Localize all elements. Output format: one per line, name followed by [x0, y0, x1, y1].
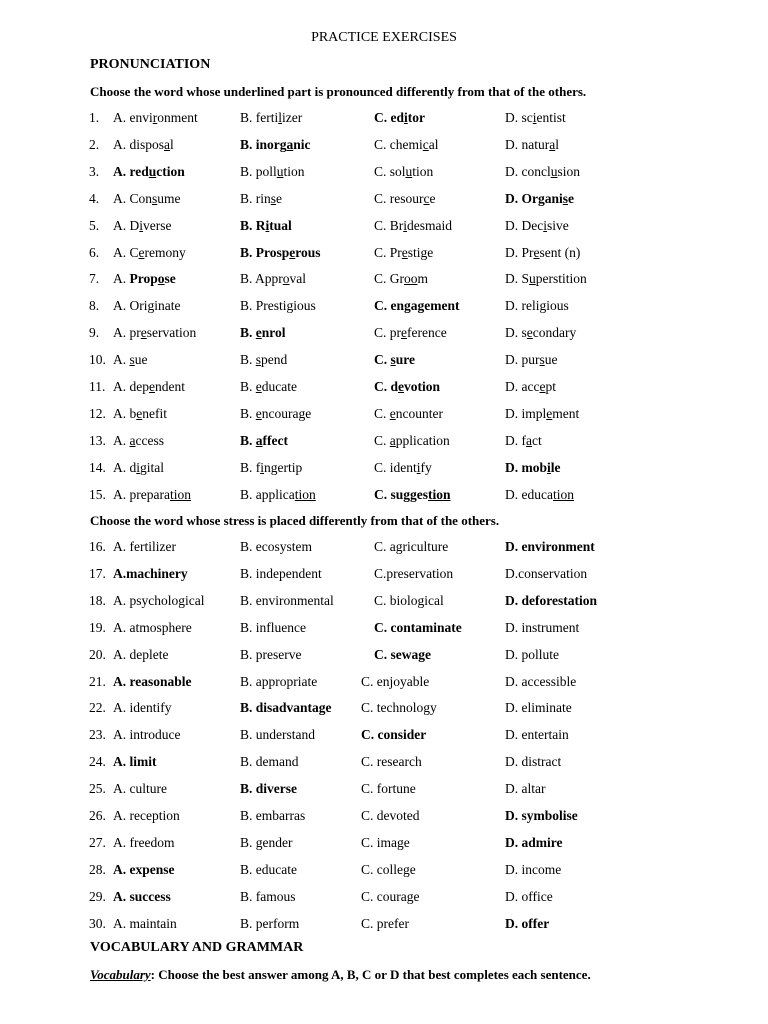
- option-d: D. office: [505, 888, 553, 904]
- vocab-label: Vocabulary: [90, 967, 151, 982]
- question-number: 17.: [89, 565, 106, 581]
- pronunciation-heading: PRONUNCIATION: [90, 57, 211, 72]
- option-d: D. offer: [505, 915, 550, 931]
- option-a: A. psychological: [113, 592, 205, 608]
- option-d: D. altar: [505, 781, 546, 797]
- question-number: 26.: [89, 808, 106, 823]
- option-d: D. education: [505, 486, 574, 502]
- option-b: B. disadvantage: [240, 700, 332, 716]
- underlined-part: e: [140, 325, 147, 341]
- underlined-part: c: [423, 190, 430, 206]
- underlined-part: u: [529, 271, 536, 287]
- option-d: D. environment: [505, 539, 595, 554]
- question-row: [0, 566, 768, 586]
- question-row: [0, 191, 768, 211]
- option-c: C. engagement: [374, 298, 460, 314]
- question-row: [0, 593, 768, 613]
- option-d: D. Organise: [505, 190, 575, 206]
- question-number: 8.: [89, 298, 100, 314]
- underlined-part: s: [562, 190, 569, 206]
- question-row: [0, 245, 768, 265]
- underlined-part: tion: [294, 486, 316, 502]
- question-number: 18.: [89, 592, 106, 608]
- underlined-part: g: [147, 298, 155, 314]
- option-b: B. spend: [240, 352, 288, 368]
- underlined-part: r: [152, 110, 158, 125]
- question-number: 12.: [89, 405, 106, 421]
- question-number: 7.: [89, 271, 100, 287]
- question-number: 10.: [89, 352, 106, 368]
- underlined-part: s: [255, 352, 262, 368]
- option-d: D. pursue: [505, 352, 558, 368]
- question-number: 15.: [89, 486, 106, 502]
- option-c: C. biological: [374, 592, 444, 608]
- option-c: C. prefer: [361, 915, 409, 931]
- option-d: D. pollute: [505, 646, 559, 662]
- question-row: [0, 808, 768, 828]
- question-row: [0, 271, 768, 291]
- underlined-part: l: [278, 110, 283, 125]
- question-row: [0, 674, 768, 694]
- underlined-part: a: [286, 136, 294, 152]
- underlined-part: a: [164, 136, 171, 152]
- underlined-part: tion: [169, 486, 191, 502]
- underlined-part: tion: [552, 486, 574, 502]
- option-c: C. research: [361, 754, 422, 770]
- underlined-part: u: [550, 163, 558, 179]
- option-d: D. mobile: [505, 459, 561, 475]
- option-c: C. contaminate: [374, 619, 462, 635]
- option-c: C. identify: [374, 459, 432, 475]
- option-c: C. devoted: [361, 808, 420, 823]
- option-d: D. accessible: [505, 673, 577, 689]
- question-number: 21.: [89, 673, 106, 689]
- option-b: B. Prosperous: [240, 244, 321, 260]
- option-a: A. access: [113, 432, 164, 448]
- option-a: A. digital: [113, 459, 165, 475]
- question-row: [0, 862, 768, 882]
- question-number: 3.: [89, 163, 100, 179]
- option-d: D. symbolise: [505, 808, 578, 823]
- question-row: [0, 325, 768, 345]
- underlined-part: e: [526, 325, 533, 341]
- underlined-part: s: [539, 352, 545, 368]
- option-b: B. fertilizer: [240, 110, 303, 125]
- underlined-part: e: [255, 325, 262, 341]
- question-row: [0, 110, 768, 130]
- question-number: 27.: [89, 834, 106, 850]
- underlined-part: c: [422, 136, 429, 152]
- underlined-part: a: [389, 432, 396, 448]
- underlined-part: i: [543, 217, 547, 233]
- option-a: A. benefit: [113, 405, 167, 421]
- vocab-instruction-line: [90, 967, 591, 983]
- vocab-grammar-heading: VOCABULARY AND GRAMMAR: [90, 940, 304, 955]
- question-number: 1.: [89, 110, 100, 125]
- option-c: C. Prestige: [374, 244, 434, 260]
- option-c: C. image: [361, 834, 410, 850]
- option-d: D. conclusion: [505, 163, 580, 179]
- option-b: B. perform: [240, 915, 300, 931]
- option-c: C. fortune: [361, 781, 416, 797]
- question-number: 6.: [89, 244, 100, 260]
- option-a: A. deplete: [113, 646, 169, 662]
- option-b: B. understand: [240, 727, 315, 743]
- underlined-part: tion: [428, 486, 451, 502]
- option-a: A. atmosphere: [113, 619, 192, 635]
- option-b: B. demand: [240, 754, 299, 770]
- option-c: C. sewage: [374, 646, 431, 662]
- underlined-part: e: [546, 405, 553, 421]
- question-row: [0, 620, 768, 640]
- question-number: 22.: [89, 700, 106, 716]
- question-row: [0, 164, 768, 184]
- question-row: [0, 298, 768, 318]
- option-b: B. influence: [240, 619, 306, 635]
- underlined-part: s: [390, 352, 396, 368]
- stress-instruction: Choose the word whose stress is placed differently from that of the others.: [90, 513, 500, 528]
- pronunciation-instruction: Choose the word whose underlined part is pronounced differently from that of the others.: [90, 84, 587, 99]
- option-c: C. Groom: [374, 271, 429, 287]
- underlined-part: i: [265, 217, 270, 233]
- option-d: D. eliminate: [505, 700, 572, 716]
- option-a: A. maintain: [113, 915, 177, 931]
- option-c: C. consider: [361, 727, 427, 743]
- option-b: B. encourage: [240, 405, 312, 421]
- option-c: C. devotion: [374, 379, 441, 394]
- option-a: A. Consume: [113, 190, 181, 206]
- option-c: C. college: [361, 861, 416, 877]
- underlined-part: i: [532, 110, 537, 125]
- option-word: Propose: [129, 271, 176, 287]
- question-number: 14.: [89, 459, 106, 475]
- option-b: B. enrol: [240, 325, 286, 341]
- underlined-part: a: [549, 136, 556, 152]
- question-number: 11.: [89, 379, 106, 394]
- underlined-part: g: [404, 298, 411, 314]
- question-row: [0, 406, 768, 426]
- option-a: A. sue: [113, 352, 148, 368]
- page-title: PRACTICE EXERCISES: [311, 30, 457, 45]
- option-b: B. application: [240, 486, 316, 502]
- option-a: A. identify: [113, 700, 172, 716]
- question-number: 5.: [89, 217, 100, 233]
- question-number: 23.: [89, 727, 106, 743]
- vocab-instruction: : Choose the best answer among A, B, C or D that best completes each sentence.: [150, 967, 591, 982]
- option-b: B. Approval: [240, 271, 307, 287]
- option-d: D. implement: [505, 405, 580, 421]
- question-row: [0, 889, 768, 909]
- option-b: B. appropriate: [240, 673, 318, 689]
- option-a: A. reasonable: [113, 673, 192, 689]
- option-d: D. fact: [505, 432, 542, 448]
- question-number: 4.: [89, 190, 100, 206]
- option-c: C. preference: [374, 325, 447, 341]
- underlined-part: e: [289, 244, 296, 260]
- option-d: D. Present (n): [505, 244, 581, 260]
- option-a: A. reception: [113, 808, 180, 823]
- question-row: [0, 754, 768, 774]
- underlined-part: e: [401, 244, 408, 260]
- question-row: [0, 379, 768, 399]
- option-b: B. fingertip: [240, 459, 303, 475]
- option-d: D. entertain: [505, 727, 569, 743]
- underlined-part: e: [255, 379, 262, 394]
- option-a: A. success: [113, 888, 171, 904]
- option-b: B. preserve: [240, 646, 302, 662]
- option-d: D. Decisive: [505, 217, 569, 233]
- option-b: B. rinse: [240, 190, 283, 206]
- question-number: 29.: [89, 888, 106, 904]
- question-number: 25.: [89, 781, 106, 797]
- underlined-part: a: [129, 432, 136, 448]
- question-row: [0, 647, 768, 667]
- option-b: B. educate: [240, 379, 297, 394]
- option-b: B. inorganic: [240, 136, 311, 152]
- option-a: A. freedom: [113, 834, 175, 850]
- underlined-part: e: [398, 379, 405, 394]
- option-c: C. solution: [374, 163, 434, 179]
- underlined-part: o: [282, 271, 290, 287]
- underlined-part: e: [389, 405, 396, 421]
- option-d: D. instrument: [505, 619, 580, 635]
- option-a: A. Originate: [113, 298, 181, 314]
- option-d: D. natural: [505, 136, 560, 152]
- underlined-part: g: [539, 298, 547, 314]
- underlined-part: e: [136, 405, 143, 421]
- question-row: [0, 460, 768, 480]
- underlined-part: oo: [404, 271, 418, 287]
- option-d: D.conservation: [505, 565, 588, 581]
- option-d: D. distract: [505, 754, 562, 770]
- option-b: B. diverse: [240, 781, 297, 797]
- question-number: 19.: [89, 619, 106, 635]
- option-d: D. admire: [505, 834, 563, 850]
- option-a: A.machinery: [113, 565, 188, 581]
- option-a: A. environment: [113, 110, 198, 125]
- option-b: B. environmental: [240, 592, 334, 608]
- option-a: A. reduction: [113, 163, 185, 179]
- underlined-part: i: [404, 110, 408, 125]
- option-c: C. chemical: [374, 136, 439, 152]
- option-a: A. fertilizer: [113, 539, 176, 554]
- underlined-part: i: [403, 217, 408, 233]
- option-c: C. resource: [374, 190, 436, 206]
- option-c: C. encounter: [374, 405, 443, 421]
- option-b: B. gender: [240, 834, 293, 850]
- question-row: [0, 352, 768, 372]
- question-row: [0, 539, 768, 559]
- option-a: A. limit: [113, 754, 157, 770]
- underlined-part: g: [286, 298, 294, 314]
- underlined-part: i: [416, 459, 421, 475]
- option-b: B. ecosystem: [240, 539, 312, 554]
- underlined-part: e: [255, 405, 262, 421]
- underlined-part: e: [539, 379, 546, 394]
- option-a: A. expense: [113, 861, 175, 877]
- option-d: D. scientist: [505, 110, 566, 125]
- option-c: C. technology: [361, 700, 437, 716]
- underlined-part: o: [157, 271, 165, 287]
- underlined-part: s: [270, 190, 277, 206]
- option-c: C. enjoyable: [361, 673, 430, 689]
- underlined-part: s: [129, 352, 135, 368]
- option-d: D. accept: [505, 379, 556, 394]
- option-d: D. deforestation: [505, 592, 597, 608]
- underlined-part: u: [405, 163, 413, 179]
- question-row: [0, 727, 768, 747]
- underlined-part: i: [260, 459, 265, 475]
- underlined-part: e: [149, 379, 155, 394]
- option-c: C. suggestion: [374, 486, 451, 502]
- option-a: A. preservation: [113, 325, 197, 341]
- underlined-part: i: [136, 459, 141, 475]
- option-b: B. famous: [240, 888, 296, 904]
- option-c: C. editor: [374, 110, 426, 125]
- option-b: B. Prestigious: [240, 298, 316, 314]
- option-c: C. agriculture: [374, 539, 449, 554]
- question-row: [0, 835, 768, 855]
- question-number: 13.: [89, 432, 106, 448]
- question-number: 16.: [89, 539, 106, 554]
- option-a: A. preparation: [113, 486, 191, 502]
- option-d: D. Superstition: [505, 271, 587, 287]
- underlined-part: e: [401, 325, 407, 341]
- question-row: [0, 137, 768, 157]
- question-row: [0, 700, 768, 720]
- option-d: D. religious: [505, 298, 569, 314]
- option-d: D. secondary: [505, 325, 577, 341]
- option-d: D. income: [505, 861, 562, 877]
- question-number: 24.: [89, 754, 106, 770]
- option-c: C. application: [374, 432, 450, 448]
- underlined-part: i: [139, 217, 144, 233]
- underlined-part: i: [547, 459, 551, 475]
- option-a: A. introduce: [113, 727, 181, 743]
- underlined-part: u: [276, 163, 284, 179]
- option-a: A. Ceremony: [113, 244, 186, 260]
- question-number: 9.: [89, 325, 100, 341]
- question-row: [0, 916, 768, 936]
- underlined-part: a: [255, 432, 263, 448]
- underlined-part: e: [138, 244, 145, 260]
- option-b: B. independent: [240, 565, 322, 581]
- underlined-part: u: [148, 163, 157, 179]
- option-c: C. courage: [361, 888, 420, 904]
- underlined-part: e: [533, 244, 540, 260]
- option-b: B. Ritual: [240, 217, 292, 233]
- option-c: C. Bridesmaid: [374, 217, 453, 233]
- question-number: 20.: [89, 646, 106, 662]
- question-row: [0, 781, 768, 801]
- question-row: [0, 218, 768, 238]
- option-b: B. affect: [240, 432, 288, 448]
- question-number: 28.: [89, 861, 106, 877]
- option-c: C.preservation: [374, 565, 454, 581]
- option-a: A. disposal: [113, 136, 174, 152]
- question-row: [0, 433, 768, 453]
- option-a: A. dependent: [113, 379, 185, 394]
- option-a: A. culture: [113, 781, 167, 797]
- underlined-part: a: [526, 432, 532, 448]
- option-a: A. Diverse: [113, 217, 172, 233]
- question-number: 2.: [89, 136, 100, 152]
- option-a: A. Propose: [113, 271, 176, 287]
- question-number: 30.: [89, 915, 106, 931]
- option-c: C. sure: [374, 352, 416, 368]
- underlined-part: s: [152, 190, 158, 206]
- option-b: B. pollution: [240, 163, 305, 179]
- question-row: [0, 487, 768, 507]
- option-b: B. embarras: [240, 808, 306, 823]
- option-b: B. educate: [240, 861, 297, 877]
